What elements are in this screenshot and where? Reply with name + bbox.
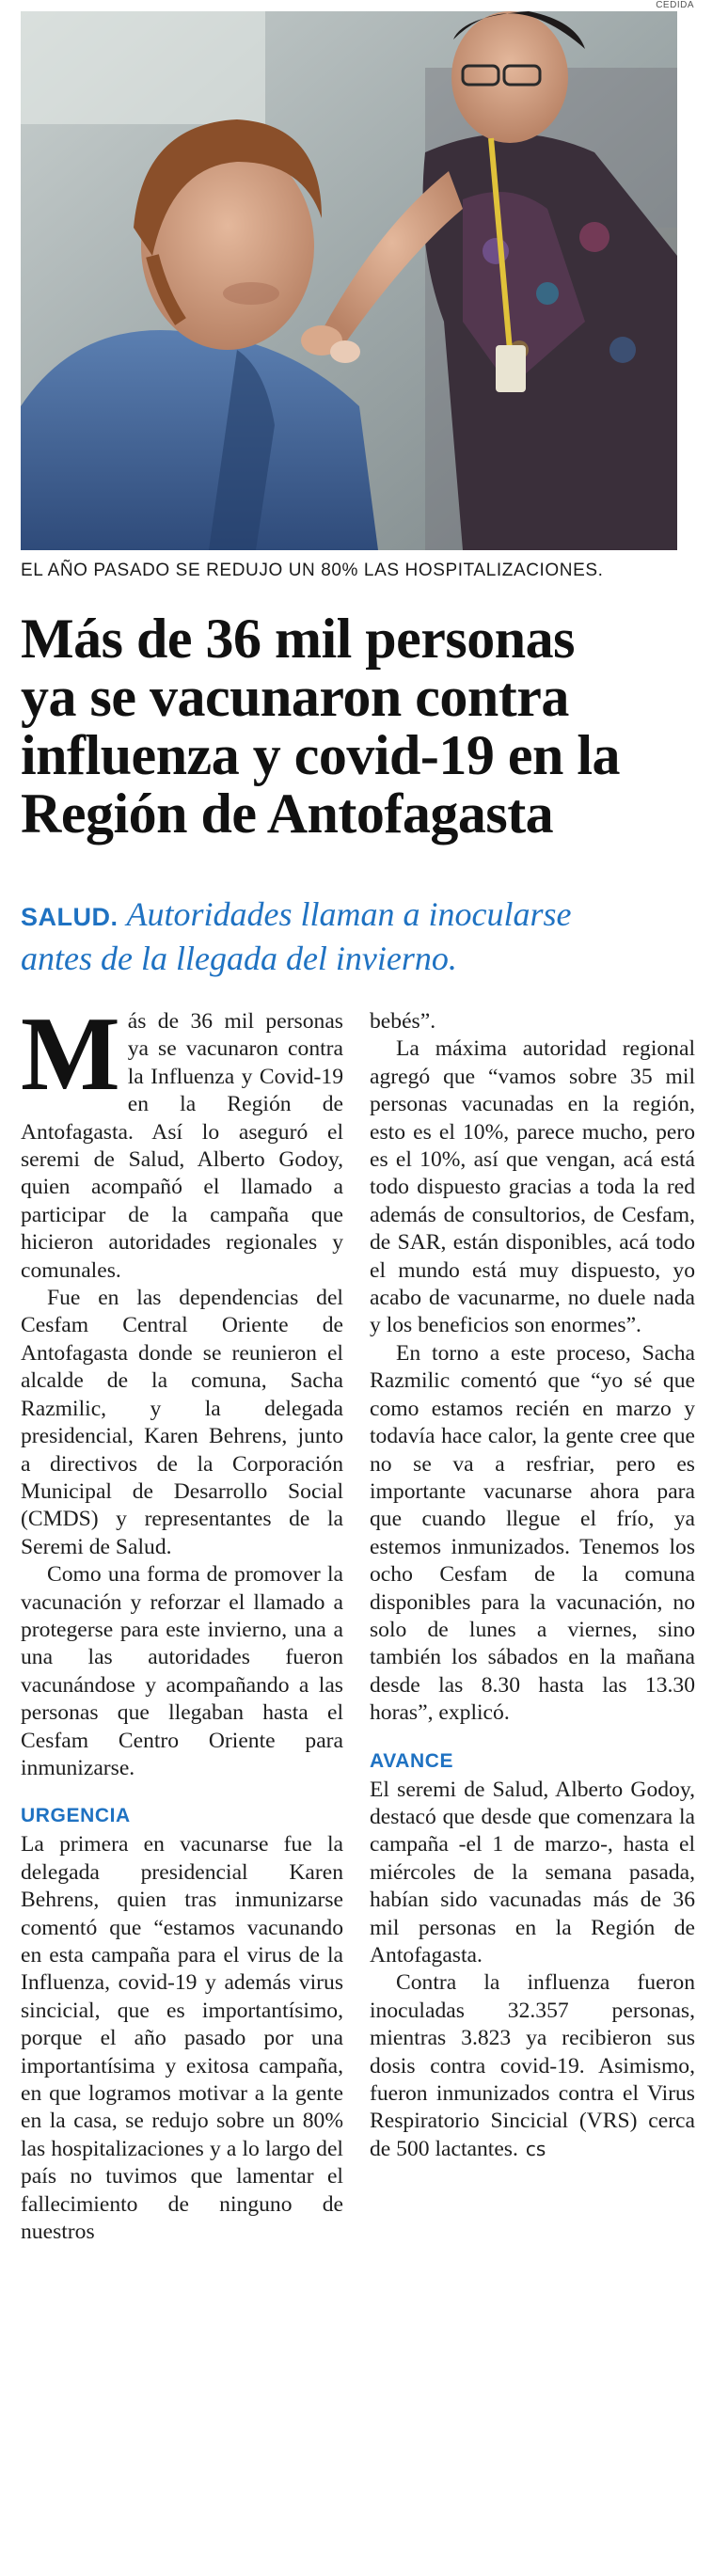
headline-line: influenza y covid-19 en la xyxy=(21,724,621,786)
article-paragraph: El seremi de Salud, Alberto Godoy, destacó que desde que comenzara la campaña -el 1 de marzo-, hasta el miércoles de la semana pasada, habían sido vacunadas más de 36 mil personas en la Región de Antofagasta. xyxy=(370,1777,695,1968)
article-paragraph: Fue en las dependencias del Cesfam Central Oriente de Antofagasta donde se reunieron el alcalde de la comuna, Sacha Razmilic, y la delegada presidencial, Karen Behrens, junto a directivos de la Corporación Municipal de Desarrollo Social (CMDS) y representantes de la Seremi de Salud. xyxy=(21,1286,343,1559)
article-paragraph: La máxima autoridad regional agregó que “vamos sobre 35 mil personas vacunadas en la región, esto es el 10%, parece mucho, pero es el 10%, así que vengan, acá está todo dispuesto gracias a toda la red además de consultorios, de Cesfam, de SAR, están disponibles, acá todo el mundo está muy dispuesto, yo acabo de vacunarme, no duele nada y los beneficios son enormes”. xyxy=(370,1036,695,1338)
headline xyxy=(21,609,717,843)
article-paragraph: En torno a este proceso, Sacha Razmilic comentó que “yo sé que como estamos recién en marzo y todavía hace calor, la gente cree que no se va a resfriar, pero es importante vacunarse ahora para que cuando llegue el frío, ya estemos inmunizados. Tenemos los ocho Cesfam de la comuna disponibles para la vacunación, no solo de lunes a viernes, sino también los sábados en la mañana desde las 8.30 hasta las 13.30 horas”, explicó. xyxy=(370,1340,695,1726)
paragraph-text: ás de 36 mil personas ya se vacunaron contra la Influenza y Covid-19 en la Región de Antofagasta. Así lo aseguró el seremi de Salud, Alberto Godoy, quien acompañó el llamado a participar de la campaña que hicieron autoridades regionales y comunales. xyxy=(21,1009,343,1283)
article-photo xyxy=(21,11,677,550)
section-tag: SALUD. xyxy=(21,903,119,931)
article-paragraph xyxy=(21,996,343,1285)
photo-credit: CEDIDA xyxy=(656,0,694,10)
end-mark: cs xyxy=(525,2137,546,2160)
article-paragraph xyxy=(370,1969,695,2163)
deck-line: antes de la llegada del invierno. xyxy=(21,940,457,977)
paragraph-text: Contra la influenza fueron inoculadas 32.357 personas, mientras 3.823 ya recibieron sus dosis contra covid-19. Asimismo, fueron inmunizados contra el Virus Respiratorio Sincicial (VRS) cerca de 500 lactantes. xyxy=(370,1970,695,2161)
article-column-right xyxy=(370,1008,695,2163)
subhead-urgencia: URGENCIA xyxy=(21,1805,131,1827)
article-paragraph: bebés”. xyxy=(370,1009,436,1034)
drop-cap: M xyxy=(21,996,120,1113)
vaccination-photo-illustration xyxy=(21,11,677,550)
article-column-left xyxy=(21,996,343,2246)
article-paragraph: Como una forma de promover la vacunación y reforzar el llamado a protegerse para este invierno, una a una las autoridades fueron vacunándose y acompañando a las personas que llegaban hasta el Cesfam Centro Oriente para inmunizarse. xyxy=(21,1562,343,1780)
article-paragraph: La primera en vacunarse fue la delegada presidencial Karen Behrens, quien tras inmunizarse comentó que “estamos vacunando en esta campaña para el virus de la Influenza, covid-19 y además virus sincicial, que es importantísimo, porque el año pasado por una importantísima y exitosa campaña, en que logramos motivar a la gente en la casa, se redujo sobre un 80% las hospitalizaciones y a lo largo del país no tuvimos que lamentar el fallecimiento de ninguno de nuestros xyxy=(21,1832,343,2245)
subhead-avance: AVANCE xyxy=(370,1749,454,1772)
photo-caption: EL AÑO PASADO SE REDUJO UN 80% LAS HOSPITALIZACIONES. xyxy=(21,561,604,580)
headline-line: Más de 36 mil personas xyxy=(21,608,575,670)
headline-line: Región de Antofagasta xyxy=(21,782,554,845)
deck-line: Autoridades llaman a inocularse xyxy=(126,895,572,933)
kicker xyxy=(21,893,698,979)
headline-line: ya se vacunaron contra xyxy=(21,666,569,728)
